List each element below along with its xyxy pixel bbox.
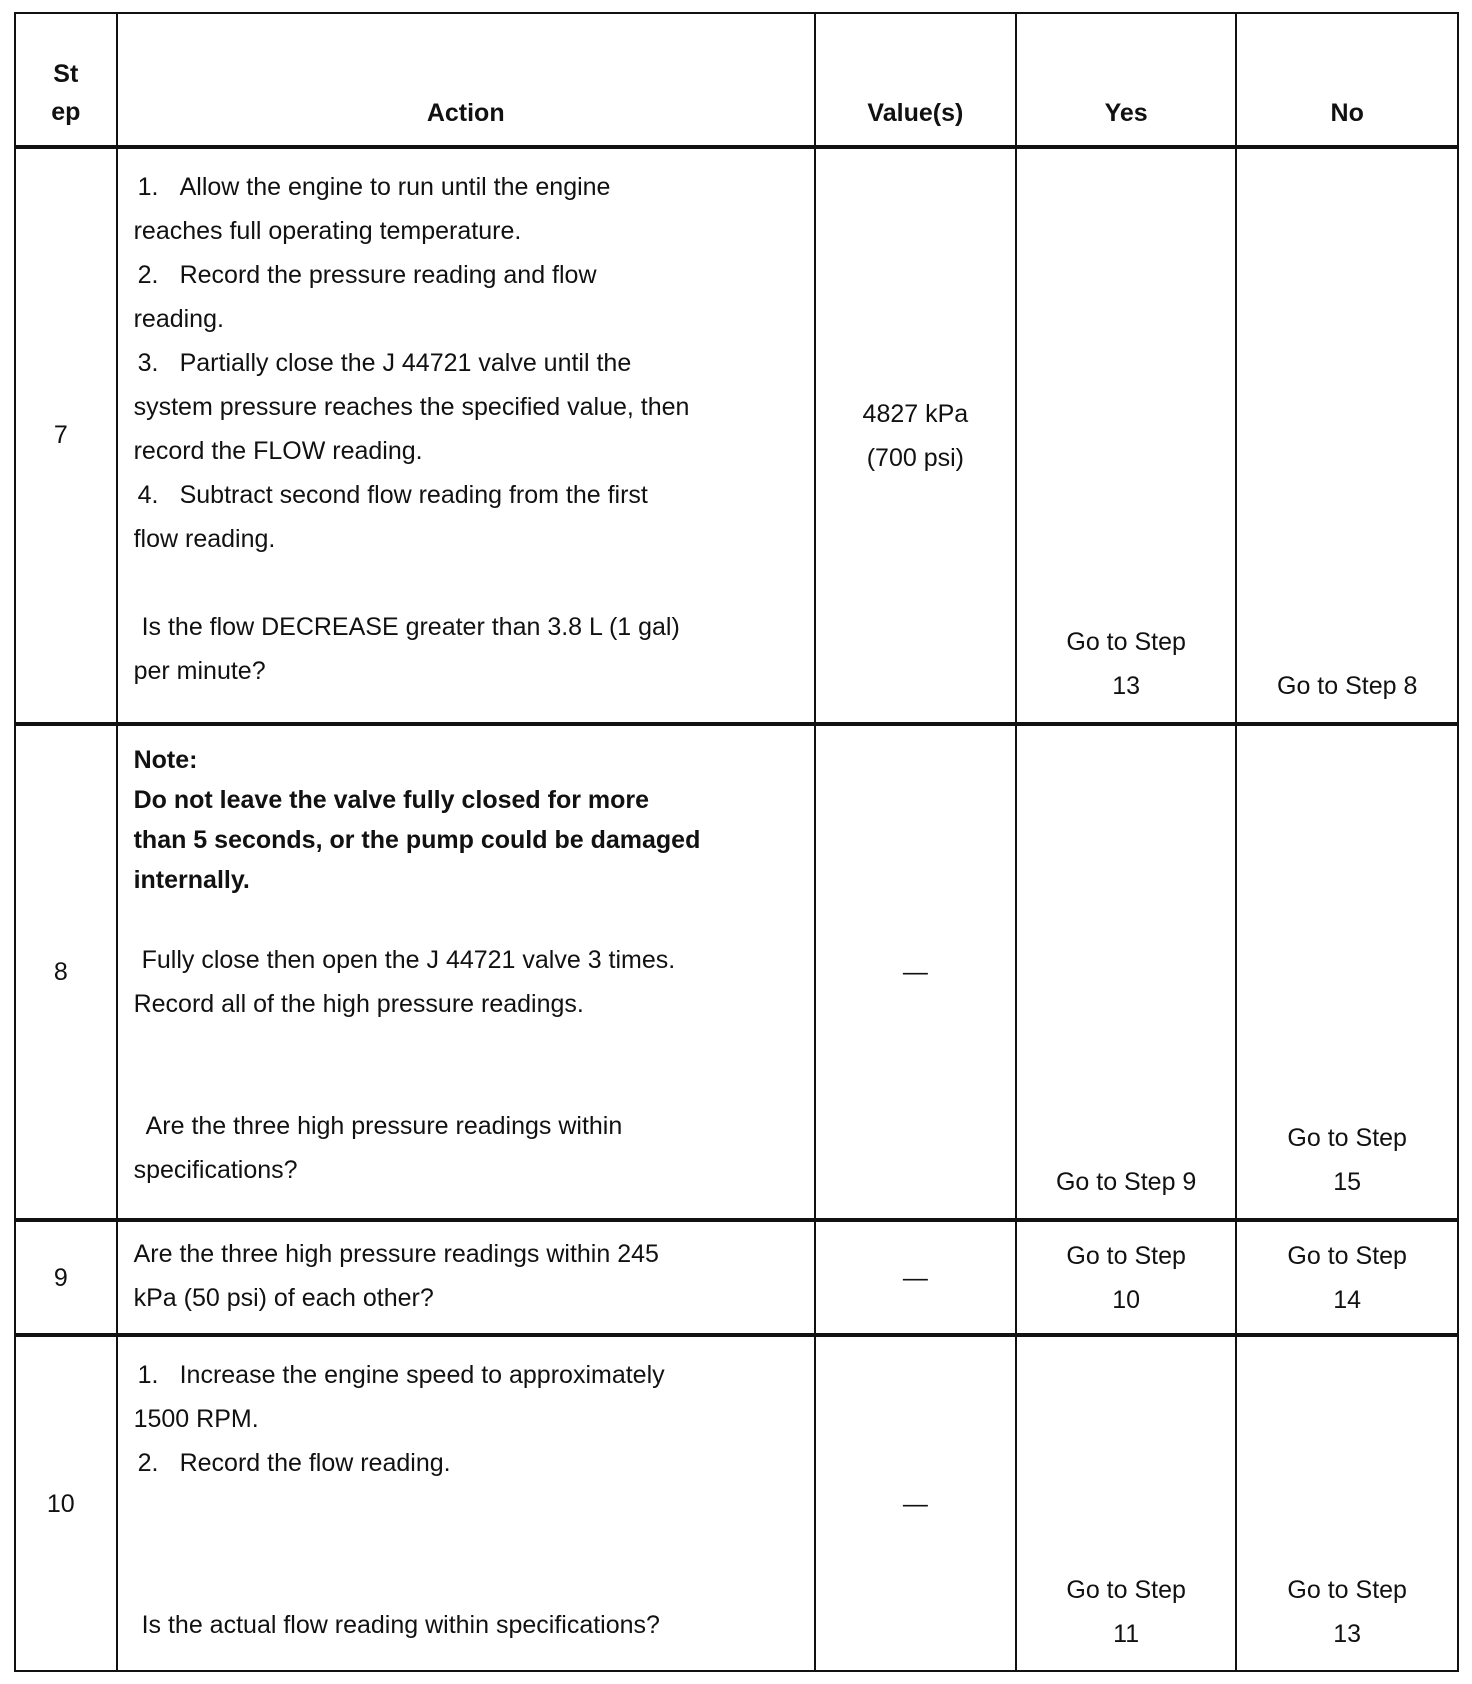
- table-row-step-9: [15, 1220, 1458, 1335]
- question-text: Is the actual flow reading within specifications?: [141, 1611, 660, 1640]
- list-item: 3. Partially close the J 44721 valve until the: [137, 349, 632, 377]
- action-cell: [117, 147, 815, 724]
- list-item-cont: reading.: [133, 305, 224, 333]
- value-cell: [815, 1335, 1016, 1671]
- question-text: Are the three high pressure readings within: [145, 1111, 623, 1140]
- step-number: 8: [15, 724, 117, 1221]
- question-text: Are the three high pressure readings within 245: [133, 1240, 659, 1269]
- value-dash: —: [902, 1263, 928, 1292]
- step-number: 7: [15, 147, 117, 724]
- diagnostic-table: [14, 12, 1459, 1672]
- question-text-cont: per minute?: [133, 657, 266, 685]
- value-cell: [815, 724, 1016, 1221]
- yes-goto: Go to Step 13: [1066, 627, 1186, 700]
- table-row-step-10: [15, 1335, 1458, 1671]
- list-item-cont: flow reading.: [133, 525, 276, 553]
- list-item: 2. Record the pressure reading and flow: [137, 261, 597, 289]
- no-goto: Go to Step 13: [1287, 1576, 1407, 1648]
- no-cell: [1236, 147, 1458, 724]
- header-step-line1: St: [53, 60, 79, 88]
- note-text: internally.: [133, 865, 250, 894]
- table-row-step-8: [15, 724, 1458, 1221]
- value-dash: —: [902, 958, 928, 987]
- no-cell: [1236, 1335, 1458, 1671]
- step-number: 10: [15, 1335, 117, 1671]
- value-dash: —: [902, 1489, 928, 1518]
- no-goto: Go to Step 14: [1287, 1241, 1407, 1314]
- header-yes: Yes: [1016, 13, 1237, 147]
- value-text-cont: (700 psi): [866, 444, 964, 473]
- instruction-text: Record all of the high pressure readings.: [133, 989, 584, 1018]
- action-cell: [117, 724, 815, 1221]
- note-text: than 5 seconds, or the pump could be damaged: [133, 825, 701, 854]
- no-cell: [1236, 724, 1458, 1221]
- header-step: [15, 13, 117, 147]
- yes-cell: [1016, 724, 1237, 1221]
- no-goto: Go to Step 15: [1287, 1124, 1407, 1197]
- instruction-text: Fully close then open the J 44721 valve 3 times.: [141, 945, 676, 974]
- note-text: Do not leave the valve fully closed for more: [133, 785, 650, 814]
- action-cell: [117, 1220, 815, 1335]
- yes-goto: Go to Step 11: [1066, 1576, 1186, 1648]
- list-item: 4. Subtract second flow reading from the first: [137, 481, 648, 509]
- note-title: Note:: [133, 745, 198, 774]
- question-text-cont: specifications?: [133, 1155, 298, 1184]
- list-item-cont: 1500 RPM.: [133, 1405, 259, 1434]
- list-item-cont: record the FLOW reading.: [133, 437, 423, 465]
- question-text-cont: kPa (50 psi) of each other?: [133, 1284, 434, 1313]
- header-no: No: [1236, 13, 1458, 147]
- yes-cell: [1016, 1335, 1237, 1671]
- question-text: Is the flow DECREASE greater than 3.8 L (1 gal): [141, 613, 680, 641]
- list-item: 2. Record the flow reading.: [137, 1449, 451, 1478]
- value-cell: [815, 1220, 1016, 1335]
- no-goto: Go to Step 8: [1277, 671, 1418, 700]
- header-row: [15, 13, 1458, 147]
- table-row-step-7: [15, 147, 1458, 724]
- list-item-cont: reaches full operating temperature.: [133, 217, 522, 245]
- yes-cell: [1016, 1220, 1237, 1335]
- header-step-line2: ep: [51, 98, 81, 126]
- yes-goto: Go to Step 9: [1055, 1168, 1197, 1197]
- value-text: 4827 kPa: [862, 400, 969, 429]
- list-item: 1. Allow the engine to run until the engine: [137, 173, 611, 201]
- header-action: Action: [117, 13, 815, 147]
- value-cell: [815, 147, 1016, 724]
- list-item-cont: system pressure reaches the specified value, then: [133, 393, 690, 421]
- yes-goto: Go to Step 10: [1066, 1241, 1186, 1314]
- step-number: 9: [15, 1220, 117, 1335]
- header-values: Value(s): [815, 13, 1016, 147]
- no-cell: [1236, 1220, 1458, 1335]
- action-cell: [117, 1335, 815, 1671]
- list-item: 1. Increase the engine speed to approximately: [137, 1361, 665, 1390]
- yes-cell: [1016, 147, 1237, 724]
